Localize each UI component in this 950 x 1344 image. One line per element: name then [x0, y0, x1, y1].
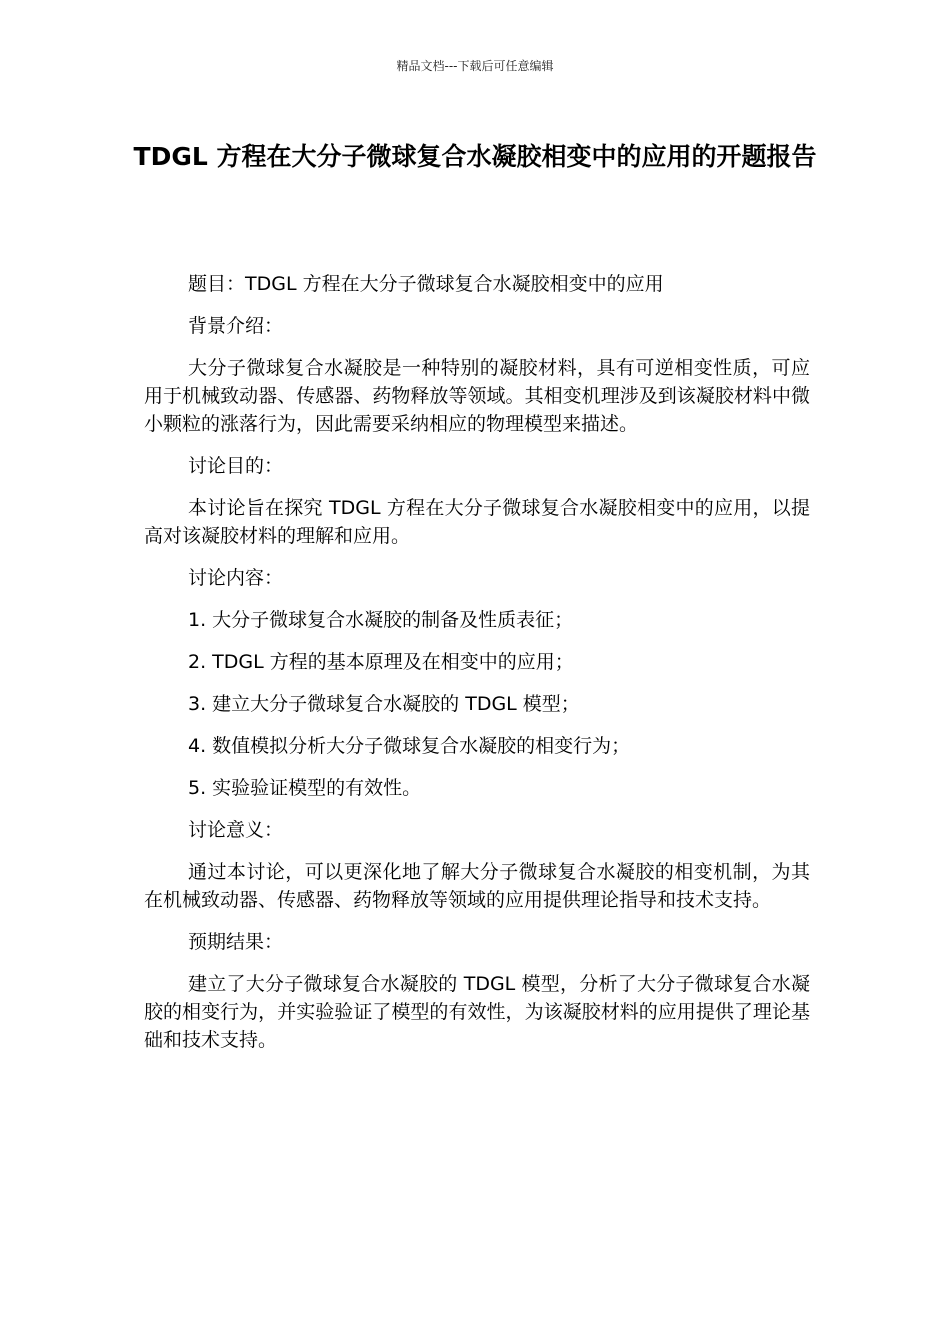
background-paragraph: 大分子微球复合水凝胶是一种特别的凝胶材料，具有可逆相变性质，可应用于机械致动器、传感器、药物释放等领域。其相变机理涉及到该凝胶材料中微小颗粒的涨落行为，因此需要采纳相应的物理模型来描述。: [144, 357, 810, 435]
content-list-item: 4. 数值模拟分析大分子微球复合水凝胶的相变行为；: [188, 735, 631, 757]
content-list-item: 1. 大分子微球复合水凝胶的制备及性质表征；: [188, 609, 574, 631]
significance-paragraph: 通过本讨论，可以更深化地了解大分子微球复合水凝胶的相变机制，为其在机械致动器、传感器、药物释放等领域的应用提供理论指导和技术支持。: [144, 861, 810, 911]
expected-results-heading: 预期结果：: [188, 931, 284, 953]
content-list-item: 3. 建立大分子微球复合水凝胶的 TDGL 模型；: [188, 693, 580, 715]
purpose-paragraph: 本讨论旨在探究 TDGL 方程在大分子微球复合水凝胶相变中的应用，以提高对该凝胶材料的理解和应用。: [144, 497, 810, 547]
document-body: [144, 270, 810, 1068]
topic-line: 题目：TDGL 方程在大分子微球复合水凝胶相变中的应用: [188, 273, 664, 295]
expected-results-paragraph: 建立了大分子微球复合水凝胶的 TDGL 模型，分析了大分子微球复合水凝胶的相变行为，并实验验证了模型的有效性，为该凝胶材料的应用提供了理论基础和技术支持。: [144, 973, 810, 1051]
content-heading: 讨论内容：: [188, 567, 284, 589]
document-title: TDGL 方程在大分子微球复合水凝胶相变中的应用的开题报告: [133, 142, 817, 171]
page-header-note: 精品文档---下载后可任意编辑: [396, 59, 554, 73]
content-list-item: 5. 实验验证模型的有效性。: [188, 777, 422, 799]
background-heading: 背景介绍：: [188, 315, 284, 337]
significance-heading: 讨论意义：: [188, 819, 284, 841]
content-list-item: 2. TDGL 方程的基本原理及在相变中的应用；: [188, 651, 574, 673]
purpose-heading: 讨论目的：: [188, 455, 284, 477]
